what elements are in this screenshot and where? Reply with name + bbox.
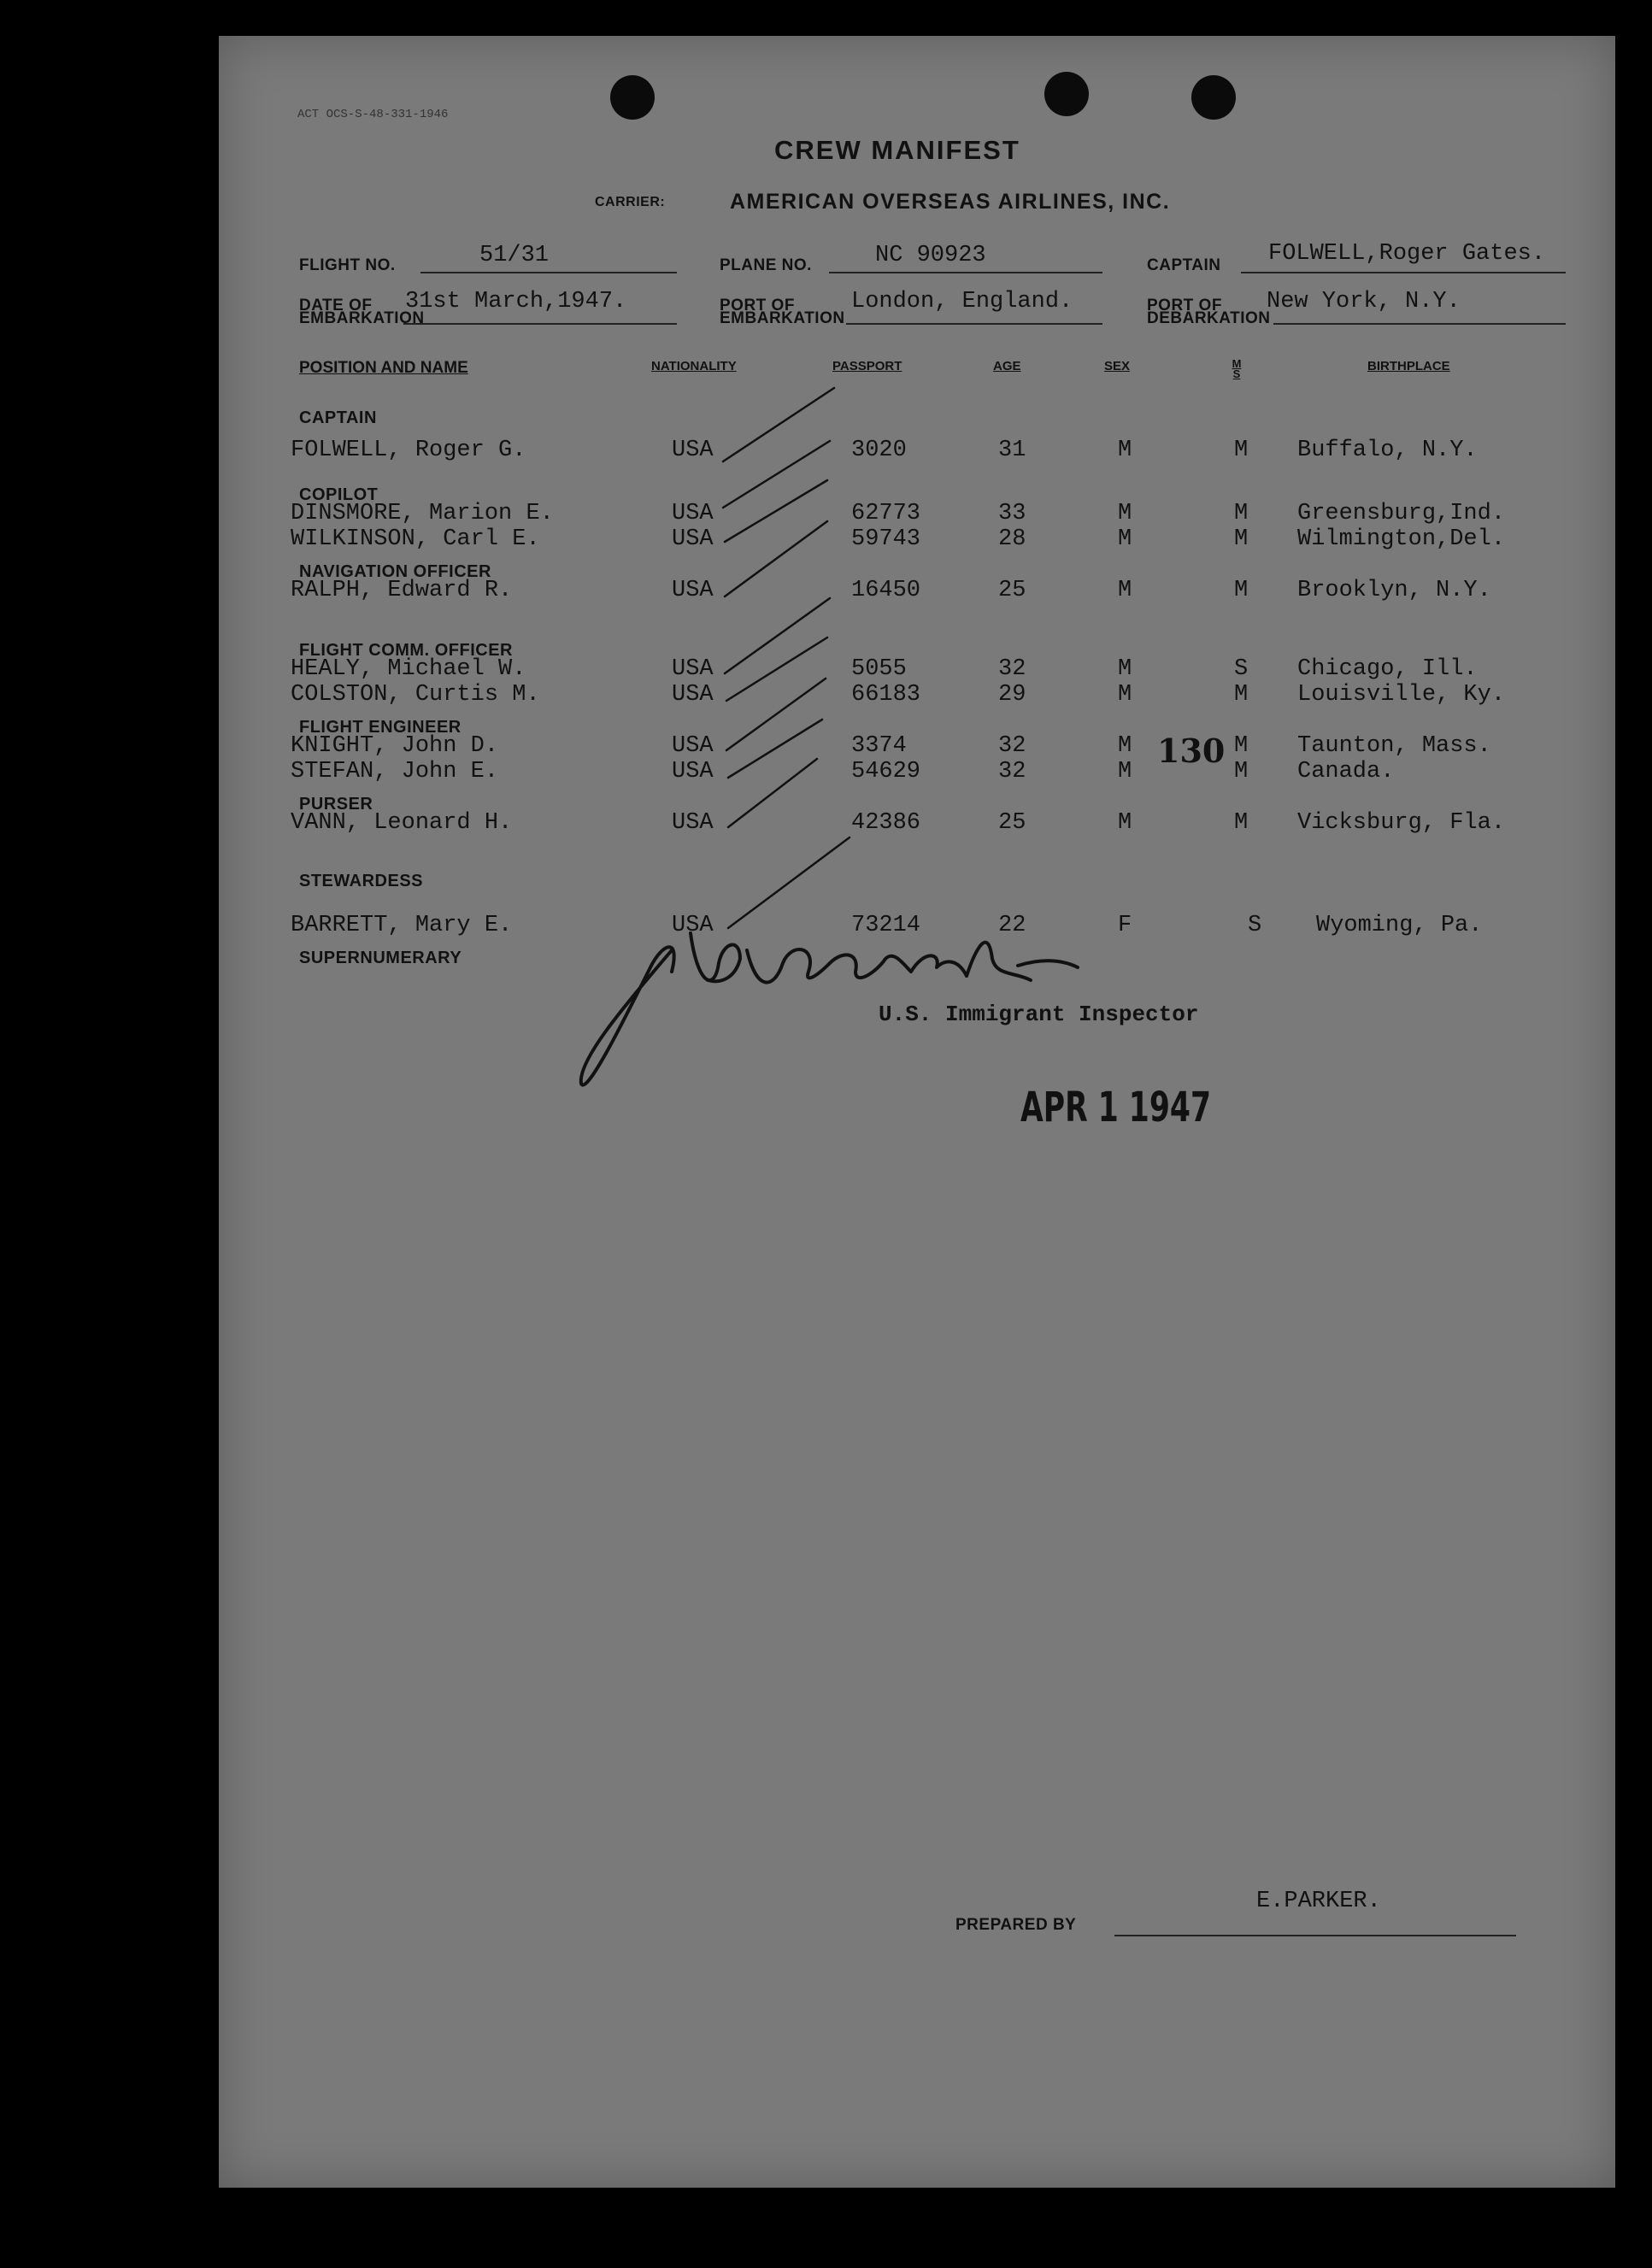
flight-label: FLIGHT NO. (299, 256, 396, 274)
crew-passport: 5055 (851, 656, 907, 682)
crew-nationality: USA (672, 501, 714, 526)
port-debarkation-underline (1273, 323, 1566, 325)
crew-birthplace: Vicksburg, Fla. (1297, 810, 1506, 836)
crew-nationality: USA (672, 682, 714, 708)
prepared-by-underline (1114, 1935, 1516, 1936)
prepared-by-label: PREPARED BY (955, 1916, 1077, 1934)
crew-passport: 3374 (851, 733, 907, 759)
crew-sex: M (1118, 759, 1132, 784)
section-purser: PURSER (299, 795, 373, 814)
section-stewardess: STEWARDESS (299, 872, 424, 890)
date-stamp: APR 1 1947 (1020, 1084, 1211, 1131)
col-header-passport: PASSPORT (832, 359, 902, 373)
col-header-age: AGE (993, 359, 1021, 373)
crew-age: 32 (998, 656, 1026, 682)
crew-marital-status: M (1234, 578, 1249, 603)
crew-age: 31 (998, 438, 1026, 463)
binder-hole (610, 75, 655, 120)
col-header-birthplace: BIRTHPLACE (1367, 359, 1450, 373)
crew-name: HEALY, Michael W. (291, 656, 526, 682)
ditto-stroke (726, 679, 826, 750)
port-debarkation-label: PORT OF DEBARKATION (1147, 297, 1271, 327)
inspector-title: U.S. Immigrant Inspector (879, 1002, 1199, 1027)
port-embarkation-label: PORT OF EMBARKATION (720, 297, 845, 327)
crew-age: 32 (998, 759, 1026, 784)
crew-sex: M (1118, 526, 1132, 552)
port-embarkation-value: London, England. (851, 289, 1073, 314)
date-underline (403, 323, 677, 325)
crew-age: 32 (998, 733, 1026, 759)
crew-birthplace: Wyoming, Pa. (1316, 913, 1483, 938)
crew-marital-status: M (1234, 810, 1249, 836)
col-header-position-name: POSITION AND NAME (299, 359, 468, 377)
crew-passport: 54629 (851, 759, 921, 784)
crew-passport: 73214 (851, 913, 921, 938)
crew-nationality: USA (672, 438, 714, 463)
ditto-stroke (725, 480, 827, 542)
crew-passport: 62773 (851, 501, 921, 526)
crew-nationality: USA (672, 759, 714, 784)
plane-label: PLANE NO. (720, 256, 812, 274)
crew-marital-status: M (1234, 501, 1249, 526)
section-flight-comm-officer: FLIGHT COMM. OFFICER (299, 641, 513, 660)
section-copilot: COPILOT (299, 485, 379, 504)
crew-birthplace: Canada. (1297, 759, 1395, 784)
crew-marital-status: S (1234, 656, 1249, 682)
ditto-stroke (723, 441, 830, 508)
crew-sex: M (1118, 733, 1132, 759)
crew-sex: M (1118, 682, 1132, 708)
crew-nationality: USA (672, 810, 714, 836)
crew-passport: 59743 (851, 526, 921, 552)
col-header-ms: M S (1232, 357, 1242, 380)
crew-age: 28 (998, 526, 1026, 552)
crew-name: STEFAN, John E. (291, 759, 499, 784)
port-debarkation-value: New York, N.Y. (1267, 289, 1461, 314)
crew-sex: F (1118, 913, 1132, 938)
crew-birthplace: Wilmington,Del. (1297, 526, 1506, 552)
port-embarkation-underline (846, 323, 1102, 325)
col-header-sex: SEX (1104, 359, 1131, 373)
crew-birthplace: Louisville, Ky. (1297, 682, 1506, 708)
crew-age: 22 (998, 913, 1026, 938)
crew-birthplace: Taunton, Mass. (1297, 733, 1491, 759)
crew-name: VANN, Leonard H. (291, 810, 513, 836)
crew-marital-status: M (1234, 759, 1249, 784)
carrier-label: CARRIER: (595, 195, 666, 209)
crew-nationality: USA (672, 733, 714, 759)
form-code: ACT OCS-S-48-331-1946 (297, 108, 449, 121)
crew-marital-status: M (1234, 438, 1249, 463)
crew-passport: 3020 (851, 438, 907, 463)
binder-hole (1191, 75, 1236, 120)
crew-name: WILKINSON, Carl E. (291, 526, 540, 552)
crew-birthplace: Chicago, Ill. (1297, 656, 1478, 682)
date-embarkation-label: DATE OF EMBARKATION (299, 297, 425, 327)
captain-underline (1241, 272, 1566, 273)
crew-name: KNIGHT, John D. (291, 733, 499, 759)
col-header-nationality: NATIONALITY (651, 359, 737, 373)
crew-passport: 42386 (851, 810, 921, 836)
crew-name: BARRETT, Mary E. (291, 913, 513, 938)
captain-label: CAPTAIN (1147, 256, 1221, 274)
crew-marital-status: M (1234, 733, 1249, 759)
crew-birthplace: Buffalo, N.Y. (1297, 438, 1478, 463)
ditto-stroke (728, 837, 850, 928)
crew-nationality: USA (672, 578, 714, 603)
crew-nationality: USA (672, 526, 714, 552)
crew-age: 25 (998, 810, 1026, 836)
binder-hole (1044, 72, 1089, 116)
crew-age: 29 (998, 682, 1026, 708)
crew-sex: M (1118, 656, 1132, 682)
ditto-stroke (728, 720, 822, 778)
manifest-sheet (219, 36, 1615, 2188)
crew-marital-status: M (1234, 526, 1249, 552)
carrier-value: AMERICAN OVERSEAS AIRLINES, INC. (730, 190, 1171, 214)
section-captain: CAPTAIN (299, 408, 377, 427)
crew-passport: 16450 (851, 578, 921, 603)
flight-value: 51/31 (479, 243, 550, 268)
ditto-stroke (728, 759, 817, 827)
plane-underline (829, 272, 1102, 273)
crew-sex: M (1118, 501, 1132, 526)
crew-age: 33 (998, 501, 1026, 526)
crew-sex: M (1118, 578, 1132, 603)
crew-marital-status: S (1248, 913, 1262, 938)
section-navigation-officer: NAVIGATION OFFICER (299, 562, 491, 581)
section-supernumerary: SUPERNUMERARY (299, 949, 462, 967)
ditto-stroke (726, 638, 827, 701)
crew-age: 25 (998, 578, 1026, 603)
crew-birthplace: Greensburg,Ind. (1297, 501, 1506, 526)
crew-birthplace: Brooklyn, N.Y. (1297, 578, 1491, 603)
crew-sex: M (1118, 810, 1132, 836)
sequence-stamp: 130 (1157, 732, 1226, 770)
flight-underline (420, 272, 677, 273)
captain-value: FOLWELL,Roger Gates. (1268, 241, 1546, 267)
crew-name: COLSTON, Curtis M. (291, 682, 540, 708)
crew-name: FOLWELL, Roger G. (291, 438, 526, 463)
plane-value: NC 90923 (875, 243, 986, 268)
crew-name: RALPH, Edward R. (291, 578, 513, 603)
crew-marital-status: M (1234, 682, 1249, 708)
ditto-stroke (723, 388, 834, 461)
crew-name: DINSMORE, Marion E. (291, 501, 554, 526)
page-title: CREW MANIFEST (774, 135, 1020, 165)
section-flight-engineer: FLIGHT ENGINEER (299, 718, 462, 737)
prepared-by-value: E.PARKER. (1256, 1889, 1381, 1914)
ditto-stroke (725, 521, 827, 596)
crew-sex: M (1118, 438, 1132, 463)
crew-nationality: USA (672, 913, 714, 938)
crew-nationality: USA (672, 656, 714, 682)
date-embarkation-value: 31st March,1947. (405, 289, 627, 314)
crew-passport: 66183 (851, 682, 921, 708)
ditto-stroke (725, 598, 830, 673)
